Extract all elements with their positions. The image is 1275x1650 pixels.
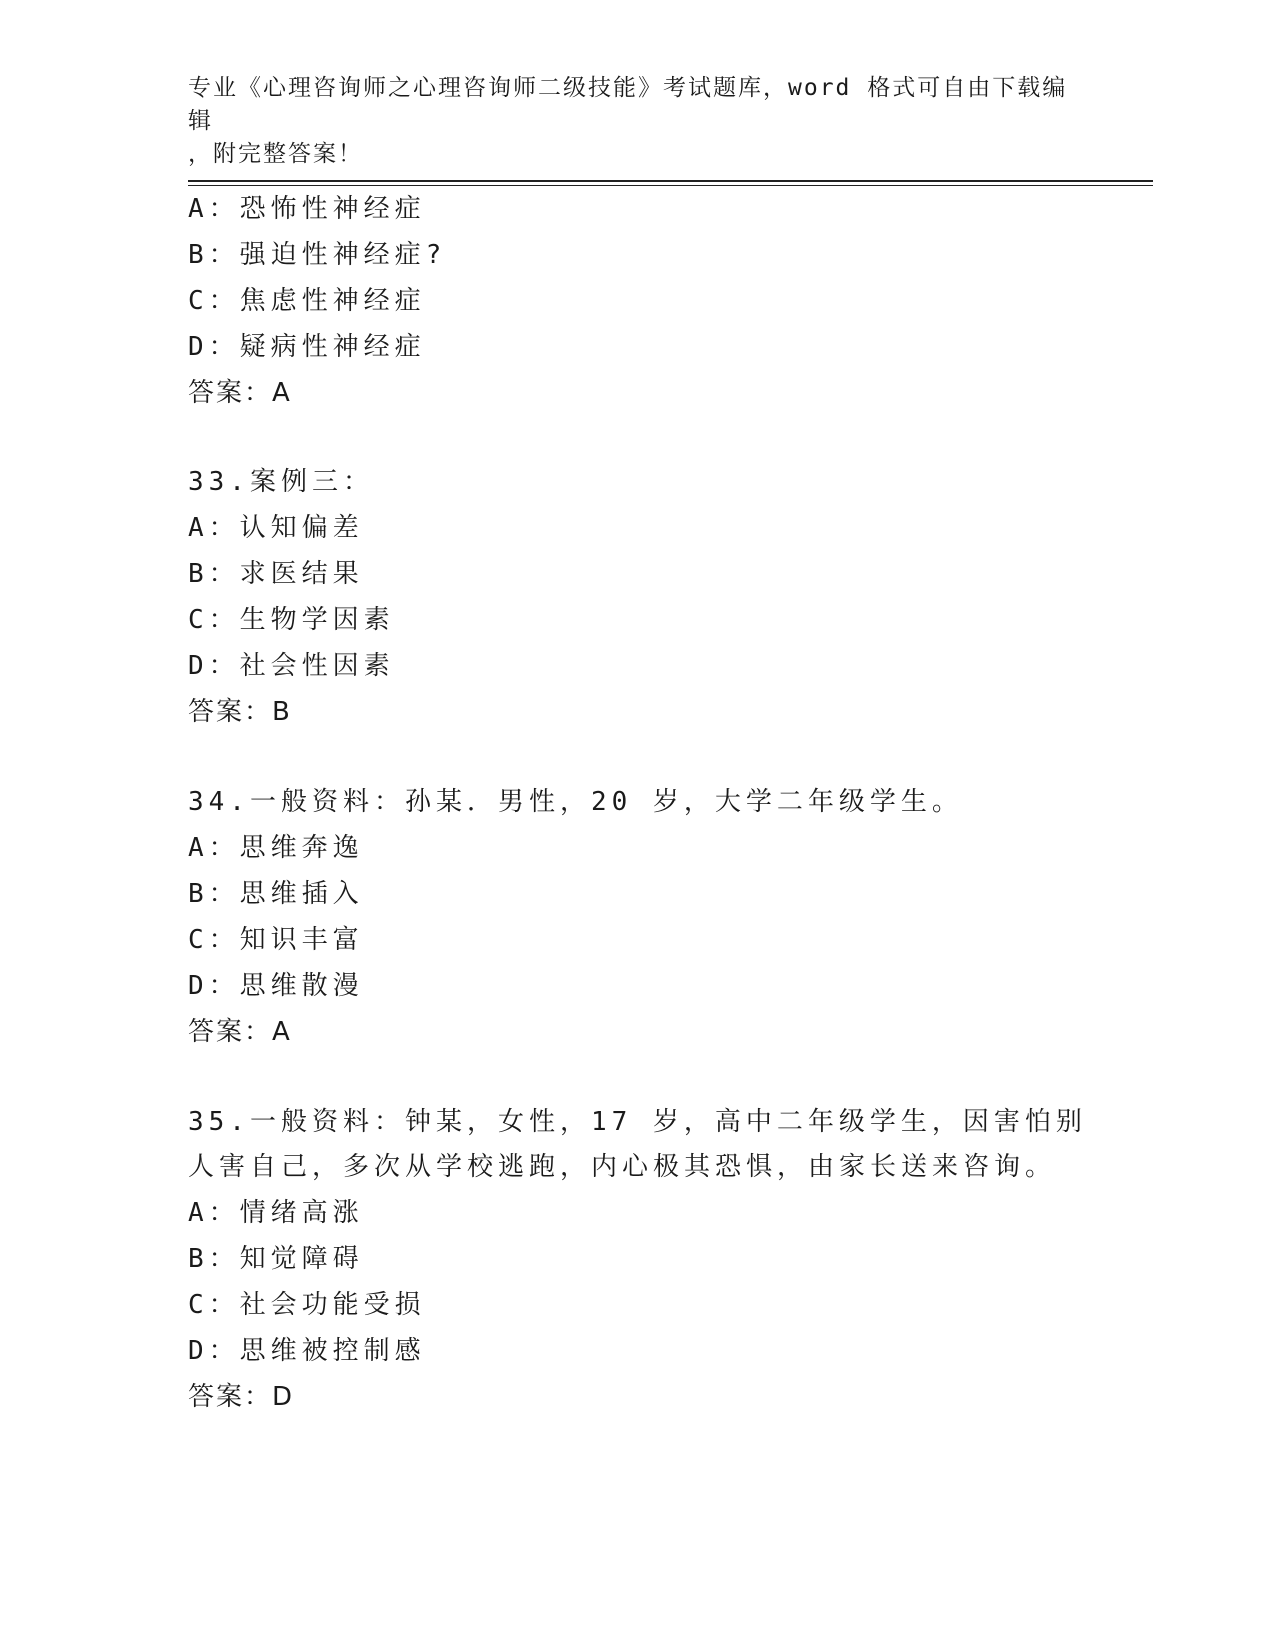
option-d: D：疑病性神经症: [188, 332, 426, 362]
option-a: A：恐怖性神经症: [188, 194, 426, 224]
option-c: C：生物学因素: [188, 605, 395, 635]
question-block: [188, 460, 1098, 735]
block-spacer: [188, 735, 1098, 780]
option-a: A：情绪高涨: [188, 1198, 364, 1228]
option-c: C：知识丰富: [188, 925, 364, 955]
option-c: C：焦虑性神经症: [188, 286, 426, 316]
question-block: [188, 186, 1098, 416]
answer-line: 答案：D: [188, 1382, 295, 1412]
answer-line: 答案：A: [188, 1017, 292, 1047]
option-b: B：强迫性神经症?: [188, 240, 447, 270]
option-b: B：知觉障碍: [188, 1244, 364, 1274]
block-spacer: [188, 416, 1098, 460]
option-d: D：社会性因素: [188, 651, 395, 681]
question-text: 35.一般资料：钟某，女性，17 岁，高中二年级学生，因害怕别人害自己，多次从学校逃跑，内心极其恐惧，由家长送来咨询。: [188, 1107, 1087, 1182]
header-rule-thick: [188, 180, 1153, 182]
question-list: [188, 186, 1098, 1420]
answer-line: 答案：B: [188, 697, 292, 727]
option-d: D：思维被控制感: [188, 1336, 426, 1366]
option-d: D：思维散漫: [188, 971, 364, 1001]
question-block: [188, 1100, 1098, 1420]
option-a: A：思维奔逸: [188, 833, 364, 863]
question-text: 33.案例三：: [188, 467, 374, 497]
question-text: 34.一般资料：孙某．男性，20 岁，大学二年级学生。: [188, 787, 963, 817]
block-spacer: [188, 1055, 1098, 1100]
answer-line: 答案：A: [188, 378, 292, 408]
option-b: B：思维插入: [188, 879, 364, 909]
option-b: B：求医结果: [188, 559, 364, 589]
document-header: 专业《心理咨询师之心理咨询师二级技能》考试题库，word 格式可自由下载编辑 ，附完整答案！: [188, 75, 1068, 167]
option-c: C：社会功能受损: [188, 1290, 426, 1320]
question-block: [188, 780, 1098, 1055]
option-a: A：认知偏差: [188, 513, 364, 543]
